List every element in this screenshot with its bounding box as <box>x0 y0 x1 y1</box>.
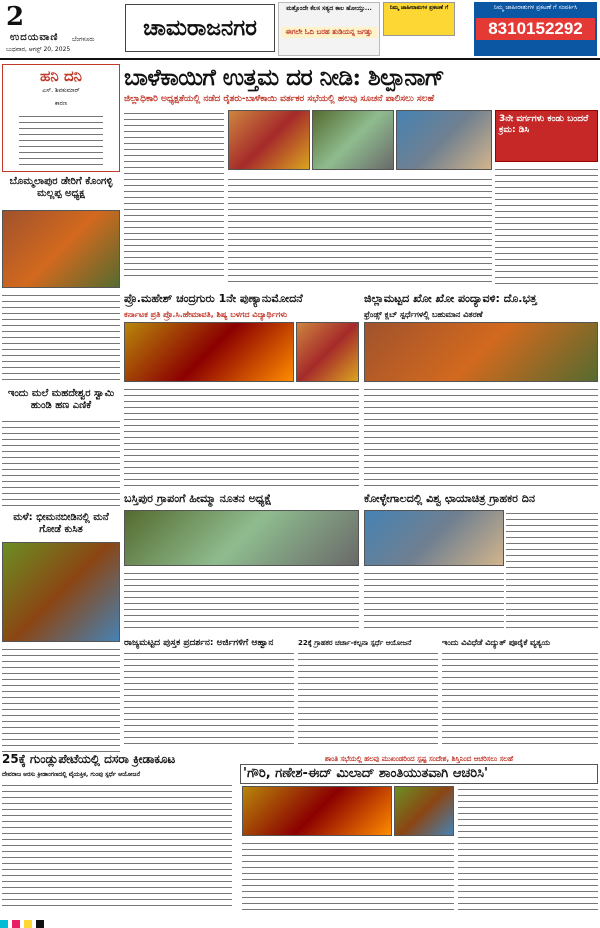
mid-story3-headline: ಬಸ್ತಿಪುರ ಗ್ರಾಪಂಗೆ ಹೀಮ್ಮಾ ನೂತನ ಅಧ್ಯಕ್ಷೆ <box>124 492 359 506</box>
lead-body-col2 <box>228 176 492 286</box>
mid-story7-body <box>442 650 598 746</box>
mid-story5-headline: ರಾಜ್ಯಮಟ್ಟದ ಪುಸ್ತಕ ಪ್ರದರ್ಶನ: ಅರ್ಜಿಗಳಿಗೆ ಆಹ್ವಾನ <box>124 636 294 650</box>
bottom-right-headline: 'ಗೌರಿ, ಗಣೇಶ-ಈದ್ ಮಿಲಾದ್ ಶಾಂತಿಯುತವಾಗಿ ಆಚರಿಸಿ' <box>240 764 598 784</box>
left-story1-body <box>2 292 120 382</box>
lead-photo-1 <box>228 110 310 170</box>
left-story2-body <box>2 418 120 506</box>
mid-story3-body <box>124 570 359 630</box>
magenta-mark <box>12 920 20 928</box>
yellow-mark <box>24 920 32 928</box>
lead-subhead: ಜಿಲ್ಲಾಧಿಕಾರಿ ಅಧ್ಯಕ್ಷತೆಯಲ್ಲಿ ನಡೆದ ರೈತರು-ಬಾಳೆಕಾಯಿ ವರ್ತಕರ ಸಭೆಯಲ್ಲಿ ಹಲವು ಸೂಚನೆ ಪಾಲಿಸಲು ಸಲಹೆ <box>124 94 435 104</box>
lead-photo-2 <box>312 110 394 170</box>
bottom-right-photo-2 <box>394 786 454 836</box>
mid-story4-photo <box>364 510 504 566</box>
bottom-right-body <box>242 840 454 910</box>
header-rule <box>0 58 600 60</box>
left-story3-photo <box>2 542 120 642</box>
left-story3-body <box>2 646 120 754</box>
ad3-text: ನಿಮ್ಮ ಜಾಹೀರಾತುಗಳ ಪ್ರಕಟಣೆ ಗೆ ಸಂಪರ್ಕಿಸಿ <box>493 4 578 11</box>
bottom-right-photo-1 <box>242 786 392 836</box>
issue-date: ಬುಧವಾರ, ಆಗಸ್ಟ್ 20, 2025 <box>6 46 71 53</box>
mid-story1-body <box>124 386 359 486</box>
ad1-bottom-text: ಈಗಲೇ ಓದಿ ಬರಹ ತುಡಿಯನ್ನ ಜಗತ್ತು <box>281 27 377 38</box>
mid-story1-photo-2 <box>296 322 359 382</box>
ad1-top-text: ಮತ್ತೊಂದೇ ಕೆಲಸ ಸತ್ಯದ ಕಾಲ ಹೋಯ್ತು... <box>286 5 372 12</box>
mid-story5-body <box>124 650 294 746</box>
bottom-right-sidebody <box>458 786 598 910</box>
hani-dani-title: ಹನಿ ದನಿ <box>40 67 82 85</box>
mid-story6-headline: 22ಕ್ಕೆ ಗ್ರಾಹಕರ ಚರ್ಚಾ-ಕಲ್ಪನಾ ಸ್ಪರ್ಧೆ ಆಯೋಜನೆ <box>298 636 438 650</box>
color-register-strip <box>0 913 600 928</box>
edition-city: ಬೆಂಗಳೂರು <box>72 36 95 43</box>
cyan-mark <box>0 920 8 928</box>
hani-dani-poem <box>19 113 103 167</box>
lead-photo-3 <box>396 110 492 170</box>
lead-side-body <box>495 166 598 286</box>
ad3-phone: 8310152292 <box>476 18 595 40</box>
header-ad-3 <box>474 2 597 56</box>
lead-body-col1 <box>124 110 224 280</box>
mid-story2-subhead: ಫ್ರೆಂಡ್ಸ್ ಕ್ಲಬ್ ಸ್ಪರ್ಧೆಗಳಲ್ಲಿ ಬಹುಮಾನ ವಿತರಣೆ <box>364 308 598 322</box>
header-ad-1 <box>278 2 380 56</box>
lead-side-box <box>495 110 598 162</box>
mid-story6-body <box>298 650 438 746</box>
bottom-left-headline: 25ಕ್ಕೆ ಗುಂಡ್ಲುಪೇಟೆಯಲ್ಲಿ ದಸರಾ ಕ್ರೀಡಾಕೂಟ <box>2 752 232 766</box>
header-ad-2: ನಿಮ್ಮ ಜಾಹೀರಾತುಗಳ ಪ್ರಕಟಣೆ ಗೆ <box>383 2 455 36</box>
left-story1-headline: ಬೊಮ್ಮಲಾಪುರ ಡೇರಿಗೆ ಕೊಂಗಳ್ಳಿ ಮಲ್ಲಪ್ಪ ಅಧ್ಯಕ್ಷ <box>9 176 113 199</box>
mid-story3-photo <box>124 510 359 566</box>
mid-story4-headline: ಕೋಳ್ಳೇಗಾಲದಲ್ಲಿ ವಿಶ್ವ ಛಾಯಾಚಿತ್ರ ಗ್ರಾಹಕರ ದಿನ <box>364 492 598 506</box>
lead-side-headline: 3ನೇ ವರ್ಗಗಳು ಕಂಡು ಬಂದರೆ ಕ್ರಮ: ಡಿಸಿ <box>499 114 589 135</box>
mid-story7-headline: ಇಂದು ವಿವಿಧೆಡೆ ವಿದ್ಯುತ್ ಪೂರೈಕೆ ವ್ಯತ್ಯಯ <box>442 636 598 650</box>
mid-story4-body <box>364 570 504 630</box>
section-title: ಚಾಮರಾಜನಗರ <box>125 4 275 52</box>
mid-story2-headline: ಜಿಲ್ಲಾಮಟ್ಟದ ಖೋ ಖೋ ಪಂದ್ಯಾವಳಿ: ದೊ.ಭತ್ತ <box>364 292 598 306</box>
hani-dani-author: ಎಸ್. ಶಿವಕುಮಾರ್ <box>42 87 80 94</box>
mid-story2-body <box>364 386 598 486</box>
page-number: 2 <box>6 2 25 32</box>
hani-dani-box <box>2 64 120 172</box>
lead-headline: ಬಾಳೆಕಾಯಿಗೆ ಉತ್ತಮ ದರ ನೀಡಿ: ಶಿಲ್ಪಾನಾಗ್ <box>124 64 445 91</box>
mid-story4-sidebody <box>506 510 598 630</box>
mid-story1-headline: ಪ್ರೊ.ಮಹೇಶ್ ಚಂದ್ರಗುರು 1ನೇ ಪುಣ್ಯಾನುಮೋದನೆ <box>124 292 359 306</box>
hani-dani-heading: ಕಾರಣ <box>54 100 68 107</box>
mid-story1-photo-1 <box>124 322 294 382</box>
black-mark <box>36 920 44 928</box>
bottom-left-body <box>2 782 232 910</box>
mid-story1-subhead: ಕರ್ನಾಟಕ ಪ್ರತಿ ಪ್ರೊ.ಸಿ.ಹೇಮಾವತಿ, ಶಿಷ್ಯ ಬಳಗದ ವಿದ್ಯಾರ್ಥಿಗಳು <box>124 308 359 322</box>
left-story2-headline: ಇಂದು ಮಲೆ ಮಹದೇಶ್ವರ ಸ್ವಾಮಿ ಹುಂಡಿ ಹಣ ಎಣಿಕೆ <box>7 388 115 411</box>
mid-story2-photo <box>364 322 598 382</box>
left-story3-headline: ಮಳೆ: ಭೀಮನಬೀಡಿನಲ್ಲಿ ಮನೆ ಗೋಡೆ ಕುಸಿತ <box>13 512 109 535</box>
bottom-left-subhead: ದೇವರಾಜ ಅರಸು ಕ್ರೀಡಾಂಗಣದಲ್ಲಿ ವೈಯಕ್ತಿಕ, ಗುಂಪು ಸ್ಪರ್ಧೆ ಆಯೋಜನೆ <box>2 768 232 782</box>
paper-name: ಉದಯವಾಣಿ <box>10 32 59 43</box>
left-story1-photo <box>2 210 120 288</box>
bottom-right-kicker: ಶಾಂತಿ ಸಭೆಯಲ್ಲಿ ಹಲವು ಮುಖಂಡರಿಂದ ಸ್ಪಷ್ಟ ಸಂದೇಶ, ಶಿಸ್ತಿನಿಂದ ಆಚರಿಸಲು ಸಲಹೆ <box>240 752 598 766</box>
